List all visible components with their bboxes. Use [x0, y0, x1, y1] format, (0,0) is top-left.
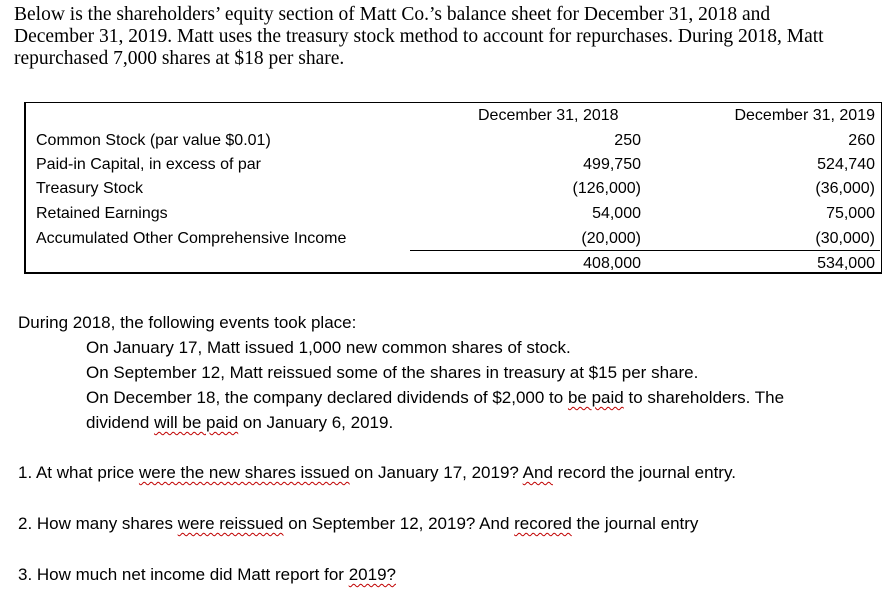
row-label-treasury-stock: Treasury Stock — [36, 180, 143, 197]
question-text: 1. At what price — [18, 463, 139, 482]
question-text: 2. How many shares — [18, 514, 178, 533]
event-december-18 — [86, 385, 784, 410]
value-2018-paid-in-capital: 499,750 — [583, 156, 641, 173]
value-2019-aoci: (30,000) — [815, 230, 875, 247]
total-2018: 408,000 — [583, 255, 641, 272]
intro-line-2: December 31, 2019. Matt uses the treasury stock method to account for repurchases. During 2018, Matt — [14, 26, 824, 47]
question-text: record the journal entry. — [552, 463, 736, 482]
event-january-17: On January 17, Matt issued 1,000 new common shares of stock. — [86, 338, 571, 357]
spellcheck-mark: were reissued — [177, 514, 284, 533]
value-2018-aoci: (20,000) — [581, 230, 641, 247]
value-2019-treasury-stock: (36,000) — [815, 180, 875, 197]
row-label-retained-earnings: Retained Earnings — [36, 205, 168, 222]
question-text: the journal entry — [571, 514, 699, 533]
value-2019-paid-in-capital: 524,740 — [817, 156, 875, 173]
spellcheck-mark: will be paid — [154, 413, 239, 432]
row-label-aoci: Accumulated Other Comprehensive Income — [36, 230, 347, 247]
question-text: on September 12, 2019? And — [283, 514, 515, 533]
event-dividend-payment — [86, 410, 393, 435]
spellcheck-mark: be paid — [567, 388, 624, 407]
value-2018-common-stock: 250 — [614, 132, 641, 149]
question-3 — [18, 564, 396, 586]
spellcheck-mark: And — [522, 463, 553, 482]
row-label-paid-in-capital: Paid-in Capital, in excess of par — [36, 156, 261, 173]
event-text: dividend — [86, 413, 155, 432]
row-label-common-stock: Common Stock (par value $0.01) — [36, 132, 271, 149]
question-text: on January 17, 2019? — [349, 463, 523, 482]
event-text: On December 18, the company declared dividends of $2,000 to — [86, 388, 568, 407]
total-2019: 534,000 — [817, 255, 875, 272]
intro-line-3: repurchased 7,000 shares at $18 per share. — [14, 48, 345, 69]
question-1 — [18, 462, 736, 484]
shareholders-equity-table — [24, 102, 882, 274]
event-september-12: On September 12, Matt reissued some of the shares in treasury at $15 per share. — [86, 363, 699, 382]
intro-line-1: Below is the shareholders’ equity section of Matt Co.’s balance sheet for December 31, 2018 and — [14, 4, 771, 25]
column-header-2018: December 31, 2018 — [478, 107, 619, 124]
value-2019-common-stock: 260 — [848, 132, 875, 149]
intro-paragraph — [14, 4, 886, 70]
value-2018-treasury-stock: (126,000) — [572, 180, 641, 197]
spellcheck-mark: 2019? — [348, 565, 396, 584]
event-text: on January 6, 2019. — [238, 413, 394, 432]
question-2 — [18, 513, 698, 535]
column-header-2019: December 31, 2019 — [734, 107, 875, 124]
spellcheck-mark: were the new shares issued — [138, 463, 350, 482]
question-text: 3. How much net income did Matt report for — [18, 565, 349, 584]
total-rule — [410, 250, 880, 251]
value-2018-retained-earnings: 54,000 — [592, 205, 641, 222]
event-text: to shareholders. The — [623, 388, 785, 407]
spellcheck-mark: recored — [514, 514, 572, 533]
value-2019-retained-earnings: 75,000 — [826, 205, 875, 222]
events-heading: During 2018, the following events took place: — [18, 313, 357, 332]
